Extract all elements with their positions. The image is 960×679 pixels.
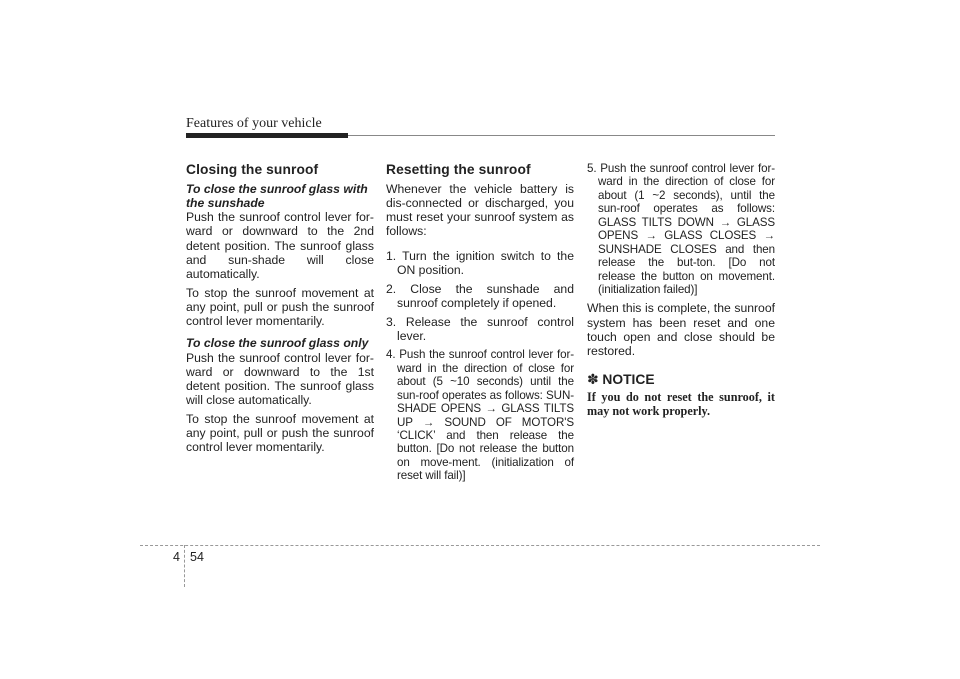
header-title: Features of your vehicle <box>186 116 322 131</box>
paragraph-intro: Whenever the vehicle battery is dis-connected or discharged, you must reset your sunroof system as follows: <box>386 182 574 239</box>
reset-steps-list-continued <box>587 162 775 296</box>
subheading-glass-with-sunshade: To close the sunroof glass with the sunshade <box>186 182 368 211</box>
column-resetting <box>386 162 574 488</box>
list-item: 3. Release the sunroof control lever. <box>386 315 574 344</box>
list-item: 5. Push the sunroof control lever for-ward in the direction of close for about (1 ~2 seconds), until the sun-roof operates as follows: GLASS TILTS DOWN → GLASS OPENS → GLASS CLOSES → SUNSHADE CLOSES and then release the but-ton. [Do not release the button on movement. (initialization failed)] <box>587 162 775 296</box>
paragraph: Push the sunroof control lever for-ward or downward to the 1st detent position. The sunroof glass will close automatically. <box>186 350 374 407</box>
column-closing <box>186 162 374 460</box>
section-heading-closing: Closing the sunroof <box>186 162 319 177</box>
paragraph: To stop the sunroof movement at any point, pull or push the sunroof control lever momentarily. <box>186 412 374 455</box>
notice-body: If you do not reset the sunroof, it may not work properly. <box>587 389 775 419</box>
page-number: 54 <box>190 550 204 564</box>
paragraph: When this is complete, the sunroof system has been reset and one touch open and close should be restored. <box>587 301 775 358</box>
list-item: 2. Close the sunshade and sunroof completely if opened. <box>386 281 574 310</box>
chapter-number: 4 <box>173 550 180 564</box>
notice-heading: ✽ NOTICE <box>587 371 655 387</box>
list-item: 4. Push the sunroof control lever for-ward in the direction of close for about (5 ~10 seconds) until the sun-roof operates as follows: SUN-SHADE OPENS → GLASS TILTS UP → SOUND OF MOTOR'S ‘CLICK’ and then release the button. [Do not release the button on move-ment. (initialization of reset will fail)] <box>386 348 574 483</box>
header-accent-bar <box>186 133 348 138</box>
paragraph: Push the sunroof control lever for-ward or downward to the 2nd detent position. The sunroof glass and sun-shade will close automatically. <box>186 210 374 281</box>
section-heading-resetting: Resetting the sunroof <box>386 162 531 177</box>
column-resetting-continued <box>587 162 775 419</box>
subheading-glass-only: To close the sunroof glass only <box>186 336 369 351</box>
reset-steps-list <box>386 249 574 483</box>
footer-divider <box>184 545 185 587</box>
footer-rule <box>140 545 820 546</box>
list-item: 1. Turn the ignition switch to the ON position. <box>386 248 574 277</box>
header-rule <box>348 135 775 136</box>
paragraph: To stop the sunroof movement at any point, pull or push the sunroof control lever momentarily. <box>186 285 374 329</box>
